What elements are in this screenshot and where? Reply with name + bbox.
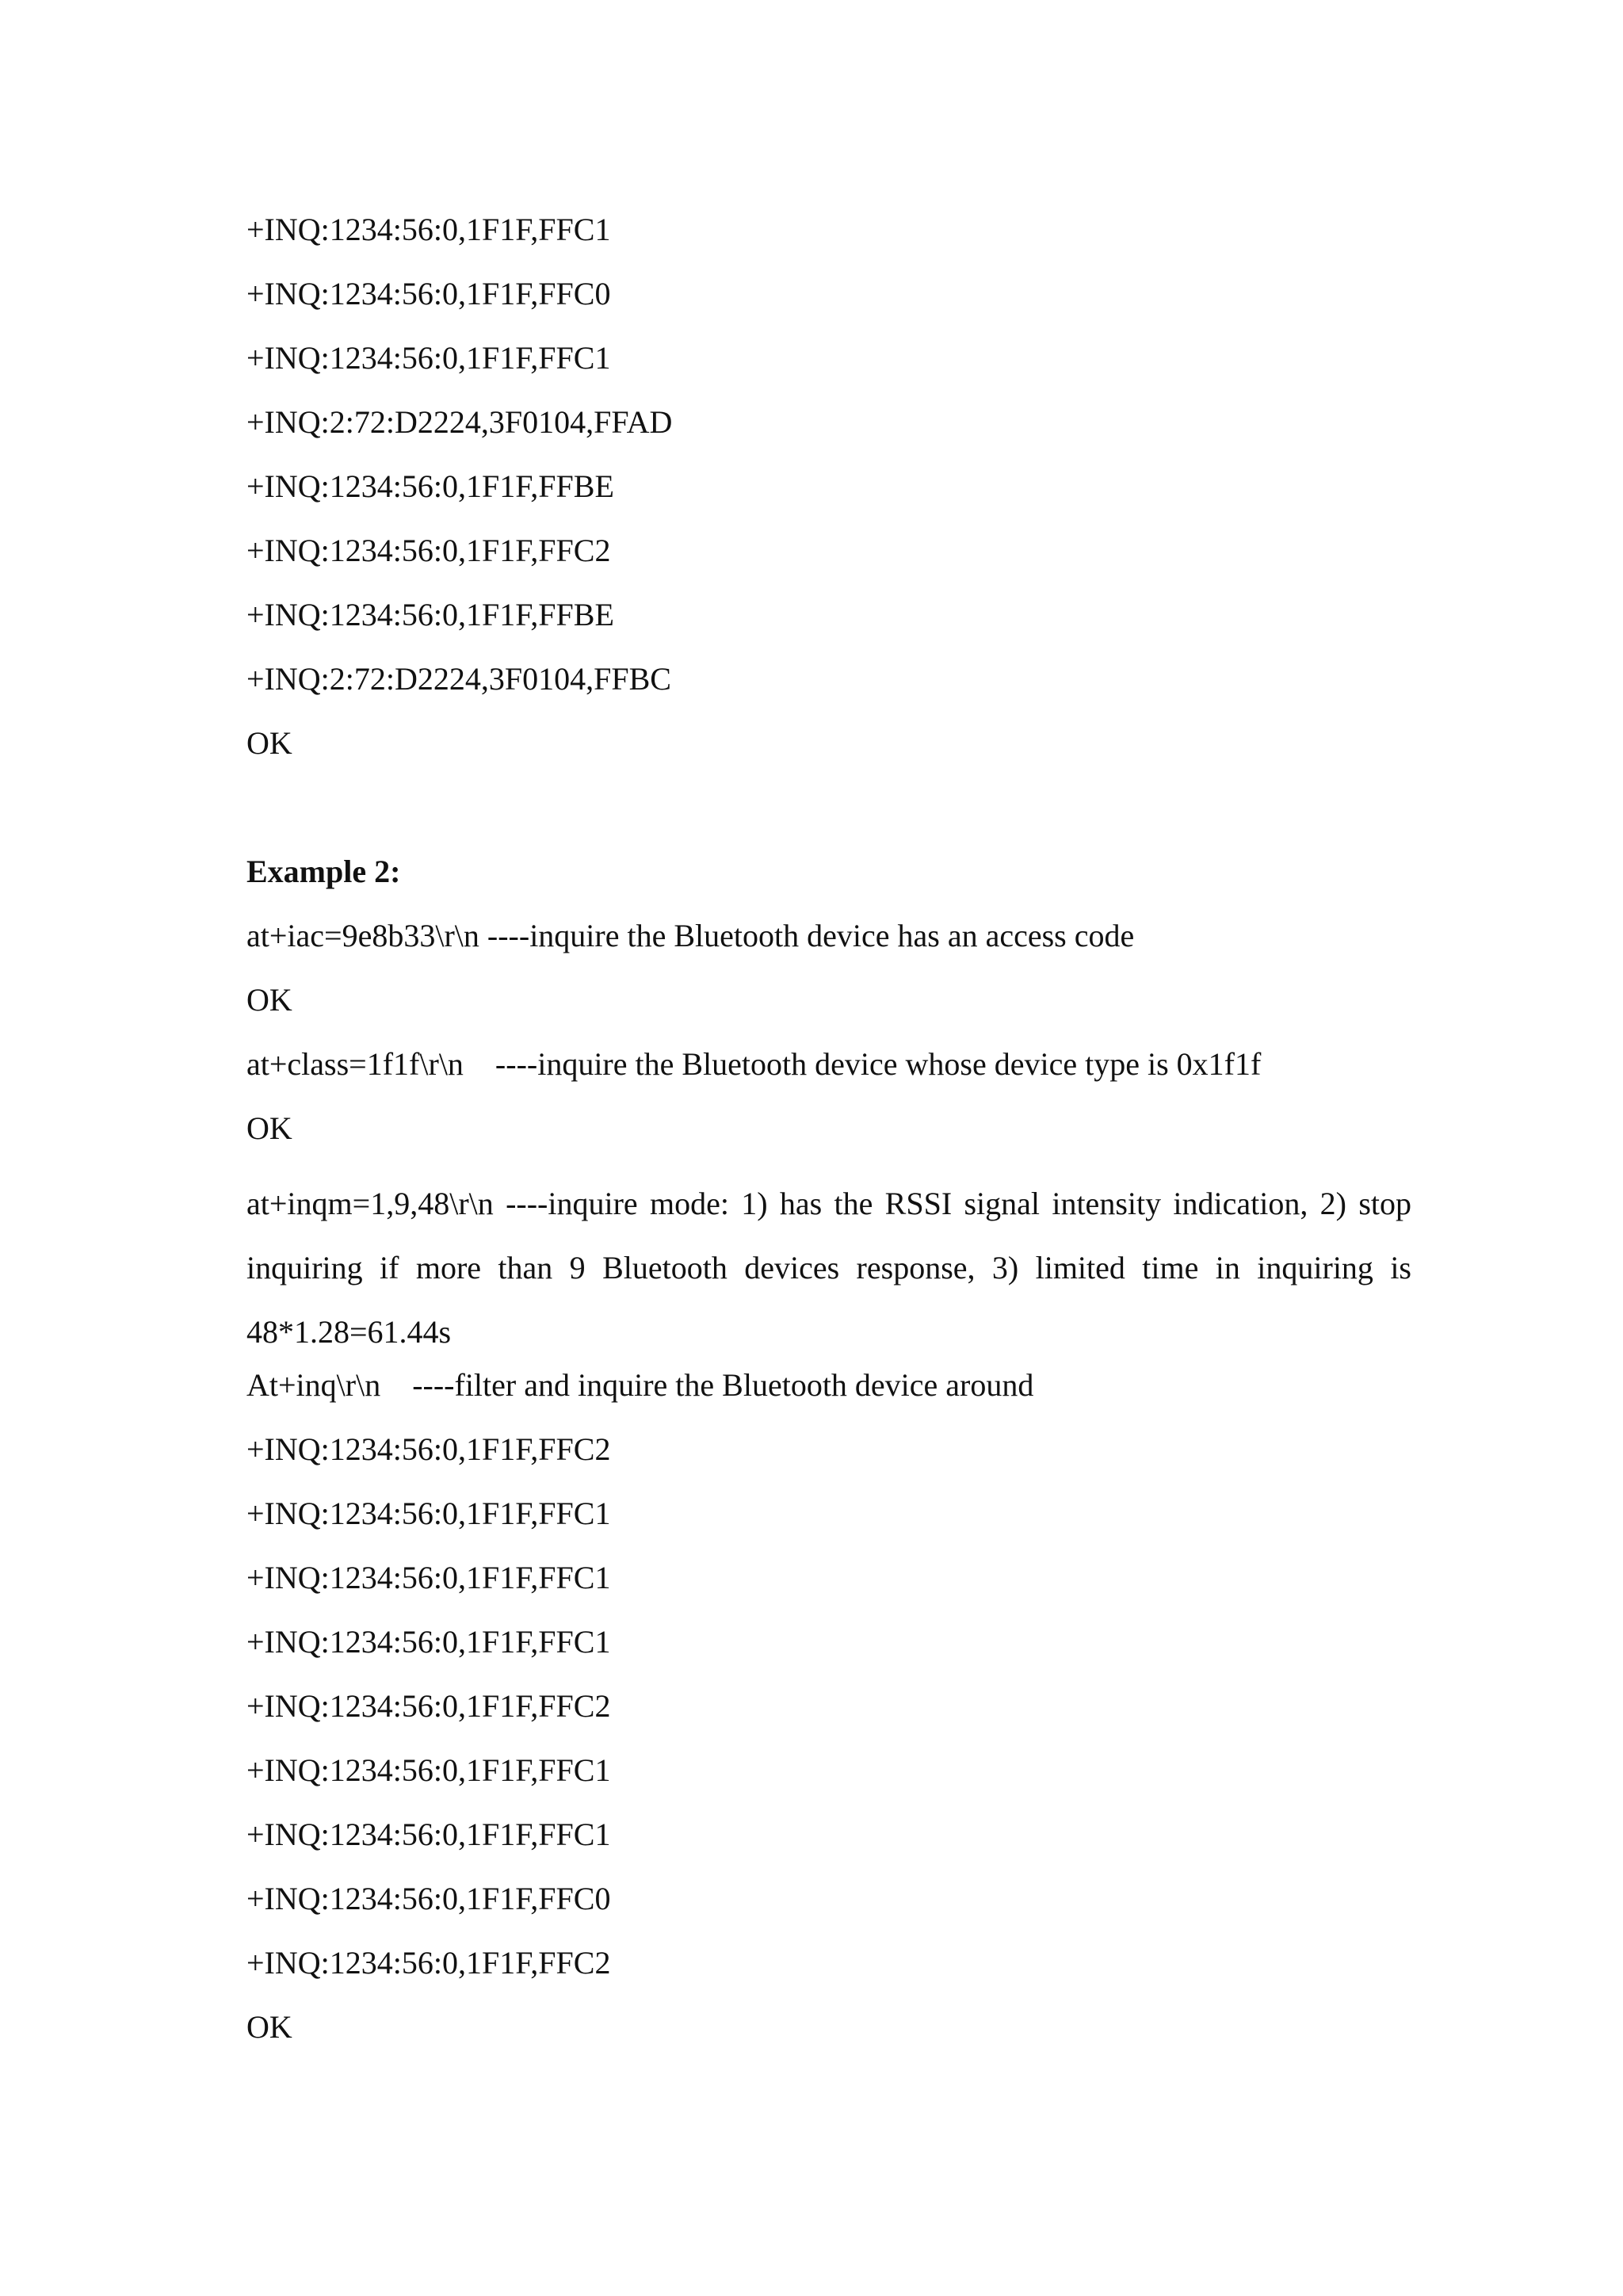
spacer [246, 786, 1411, 850]
inq-result-line: +INQ:1234:56:0,1F1F,FFC2 [246, 1945, 611, 1981]
inq-result-line: +INQ:1234:56:0,1F1F,FFC1 [246, 1560, 611, 1595]
example-2-section [246, 850, 1411, 2070]
example-heading: Example 2: [246, 854, 401, 889]
iac-command-line: at+iac=9e8b33\r\n ----inquire the Bluetooth device has an access code [246, 918, 1135, 953]
inq-command-line: At+inq\r\n ----filter and inquire the Bluetooth device around [246, 1367, 1034, 1403]
ok-response: OK [246, 2009, 292, 2045]
ok-response: OK [246, 1110, 292, 1146]
document-body [246, 208, 1411, 2070]
class-command-line: at+class=1f1f\r\n ----inquire the Bluetooth device whose device type is 0x1f1f [246, 1046, 1262, 1082]
inq-result-line: +INQ:1234:56:0,1F1F,FFBE [246, 597, 614, 632]
inq-result-line: +INQ:1234:56:0,1F1F,FFC2 [246, 1431, 611, 1467]
inqm-command-paragraph: at+inqm=1,9,48\r\n ----inquire mode: 1) has the RSSI signal intensity indication, 2) stop inquiring if more than 9 Bluetooth devices response, 3) limited time in inquiring is 48*1.28=61.44s [246, 1186, 1411, 1350]
ok-response: OK [246, 725, 292, 761]
ok-response: OK [246, 982, 292, 1018]
inq-result-line: +INQ:1234:56:0,1F1F,FFC2 [246, 533, 611, 568]
inq-result-line: +INQ:1234:56:0,1F1F,FFC1 [246, 340, 611, 376]
inq-result-line: +INQ:1234:56:0,1F1F,FFBE [246, 468, 614, 504]
inq-result-line: +INQ:1234:56:0,1F1F,FFC2 [246, 1688, 611, 1724]
inq-result-line: +INQ:1234:56:0,1F1F,FFC1 [246, 1817, 611, 1852]
inq-result-line: +INQ:1234:56:0,1F1F,FFC0 [246, 276, 611, 311]
inq-result-line: +INQ:1234:56:0,1F1F,FFC1 [246, 1752, 611, 1788]
inquiry-results-block [246, 208, 1411, 786]
inq-result-line: +INQ:1234:56:0,1F1F,FFC0 [246, 1881, 611, 1916]
inq-result-line: +INQ:1234:56:0,1F1F,FFC1 [246, 1624, 611, 1660]
inq-result-line: +INQ:2:72:D2224,3F0104,FFAD [246, 404, 673, 440]
inq-result-line: +INQ:1234:56:0,1F1F,FFC1 [246, 1496, 611, 1531]
inq-result-line: +INQ:2:72:D2224,3F0104,FFBC [246, 661, 671, 697]
inq-result-line: +INQ:1234:56:0,1F1F,FFC1 [246, 212, 611, 247]
